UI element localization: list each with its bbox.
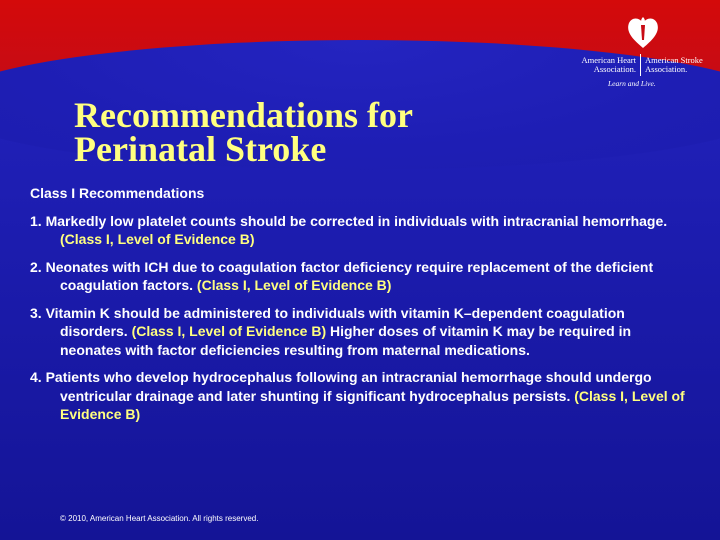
logo-tagline: Learn and Live. — [608, 79, 656, 88]
item-text: Neonates with ICH due to coagulation factor deficiency require replacement of the deficient coagulation factors. — [45, 258, 654, 293]
item-text: Markedly low platelet counts should be corrected in individuals with intracranial hemorrhage. — [45, 212, 668, 229]
aha-name-line2: Association. — [593, 64, 636, 74]
evidence-level: (Class I, Level of Evidence B) — [131, 323, 327, 339]
item-text: Patients who develop hydrocephalus following an intracranial hemorrhage should undergo ventricular drainage and later shunting if significant hydrocephalus persists. — [45, 369, 652, 404]
aha-name-line1: American Heart — [581, 55, 636, 65]
item-text: Vitamin K should be administered to individuals with vitamin K–dependent coagulation disorders. — [45, 304, 625, 339]
recommendation-item — [30, 368, 690, 424]
item-number: 4. — [30, 369, 42, 385]
item-number: 2. — [30, 258, 42, 275]
slide-content — [30, 184, 690, 433]
recommendation-item — [30, 304, 690, 360]
item-number: 3. — [30, 304, 42, 321]
copyright-footer: © 2010, American Heart Association. All rights reserved. — [60, 514, 259, 523]
heart-torch-icon — [625, 14, 661, 50]
asa-name-line2: Association. — [645, 64, 688, 74]
evidence-level: (Class I, Level of Evidence B) — [60, 387, 685, 422]
recommendation-item — [30, 212, 690, 249]
title-line-1: Recommendations for — [74, 95, 413, 135]
title-line-2: Perinatal Stroke — [74, 129, 327, 169]
slide-title — [74, 95, 634, 169]
item-number: 1. — [30, 212, 42, 229]
evidence-level: (Class I, Level of Evidence B) — [196, 277, 392, 293]
evidence-level: (Class I, Level of Evidence B) — [60, 231, 255, 247]
logo-divider — [640, 54, 641, 76]
aha-asa-logo — [568, 14, 718, 90]
item-text-continued: Higher doses of vitamin K may be required in neonates with factor deficiencies resulting from maternal medications. — [60, 323, 632, 358]
recommendation-item — [30, 258, 690, 295]
asa-name-line1: American Stroke — [645, 55, 703, 65]
section-heading: Class I Recommendations — [30, 185, 205, 201]
